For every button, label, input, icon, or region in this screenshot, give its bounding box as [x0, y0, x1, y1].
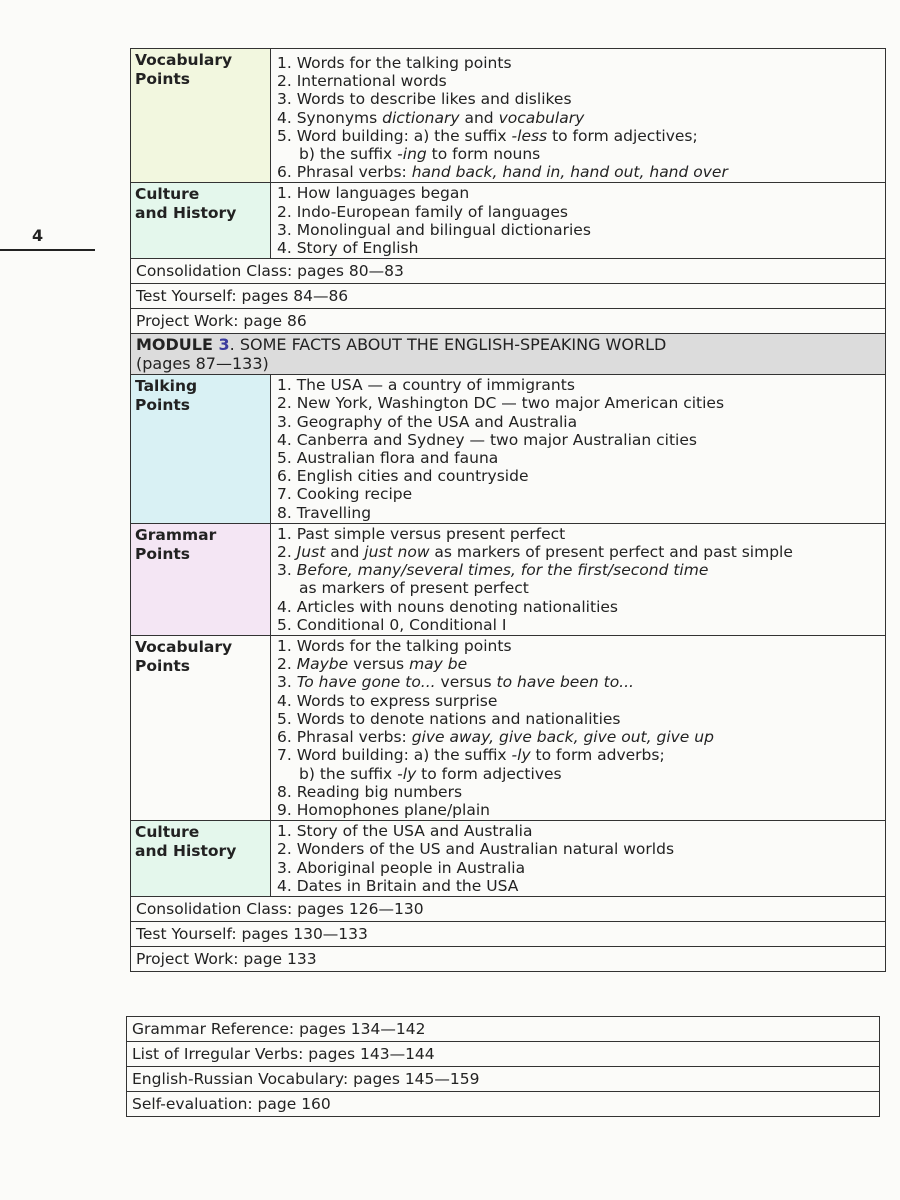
module-prefix: MODULE — [136, 335, 219, 355]
text-segment: 6. Phrasal verbs: — [277, 163, 412, 182]
list-item: 2. International words — [277, 72, 447, 91]
text-segment: to form adverbs; — [530, 746, 665, 765]
text-segment: 2. — [277, 543, 297, 562]
list-item — [277, 746, 879, 764]
list-item: 4. Words to express surprise — [277, 691, 498, 710]
appendix-vocabulary: English-Russian Vocabulary: pages 145—159 — [127, 1067, 879, 1092]
italic-term: may be — [409, 655, 468, 674]
italic-term: to have been to... — [496, 673, 634, 692]
culture-history-row — [131, 183, 885, 259]
list-item — [277, 561, 879, 579]
grammar-points-label: Grammar Points — [131, 524, 271, 635]
text-segment: 5. Word building: a) the suffix — [277, 126, 512, 145]
text-segment: 3. — [277, 561, 297, 580]
list-item: 1. Words for the talking points — [277, 637, 512, 656]
text-segment: versus — [348, 655, 410, 674]
text-segment: to form adjectives — [416, 764, 562, 783]
vocabulary-points-label: Vocabulary Points — [131, 49, 271, 182]
page-number: 4 — [32, 226, 44, 245]
module-pages: (pages 87—133) — [136, 354, 269, 374]
module3-culture-row — [131, 821, 885, 897]
module-title: . SOME FACTS ABOUT THE ENGLISH-SPEAKING WORLD — [229, 335, 667, 355]
italic-term: To have gone to... — [296, 673, 436, 692]
list-item: 1. Story of the USA and Australia — [277, 822, 533, 841]
list-item: 2. Indo-European family of languages — [277, 202, 568, 221]
list-item — [277, 579, 879, 597]
grammar-points-list — [271, 524, 885, 635]
list-item — [277, 673, 879, 691]
italic-term: Just — [296, 543, 326, 562]
list-item — [277, 655, 879, 673]
appendix-grammar-reference: Grammar Reference: pages 134—142 — [127, 1017, 879, 1042]
text-segment: versus — [435, 673, 497, 692]
vocabulary-points-row — [131, 49, 885, 183]
list-item: 3. Aboriginal people in Australia — [277, 858, 526, 877]
italic-term: -ly — [511, 746, 531, 765]
list-item: 1. Past simple versus present perfect — [277, 524, 566, 543]
list-item: 9. Homophones plane/plain — [277, 800, 490, 819]
text-segment: and — [459, 108, 499, 127]
module3-culture-list — [271, 821, 885, 896]
italic-term: hand back, hand in, hand out, hand over — [411, 163, 728, 182]
module3-culture-label: Culture and History — [131, 821, 271, 896]
appendix-self-evaluation: Self-evaluation: page 160 — [132, 1095, 331, 1113]
module3-vocabulary-list — [271, 636, 885, 820]
module3-vocabulary-label: Vocabulary Points — [131, 636, 271, 820]
list-item: 3. Words to describe likes and dislikes — [277, 90, 572, 109]
culture-history-list — [271, 183, 885, 258]
list-item: 3. Geography of the USA and Australia — [277, 412, 578, 431]
list-item: 4. Canberra and Sydney — two major Australian cities — [277, 430, 697, 449]
text-segment: and — [325, 543, 365, 562]
text-segment: as markers of present perfect and past simple — [429, 543, 793, 562]
italic-term: -ing — [397, 145, 427, 164]
test-yourself: Test Yourself: pages 84—86 — [131, 284, 885, 309]
list-item — [277, 765, 879, 783]
list-item: 1. Words for the talking points — [277, 54, 512, 72]
grammar-points-row — [131, 524, 885, 636]
text-segment: 3. — [277, 673, 297, 692]
list-item: 8. Reading big numbers — [277, 782, 463, 801]
text-segment: 7. Word building: a) the suffix — [277, 746, 512, 765]
module-number: 3 — [218, 335, 230, 355]
text-segment: to form adjectives; — [547, 126, 698, 145]
list-item: 4. Articles with nouns denoting nationalities — [277, 597, 618, 616]
list-item: 2. New York, Washington DC — two major American cities — [277, 394, 725, 413]
list-item: 3. Monolingual and bilingual dictionaries — [277, 220, 591, 239]
italic-term: Maybe — [296, 655, 349, 674]
list-item: 1. The USA — a country of immigrants — [277, 376, 575, 395]
list-item — [277, 145, 879, 163]
appendix-table — [126, 1016, 880, 1117]
text-segment: 6. Phrasal verbs: — [277, 728, 412, 747]
list-item: 5. Conditional 0, Conditional I — [277, 615, 507, 634]
list-item — [277, 127, 879, 145]
module3-header — [131, 334, 885, 375]
list-item: 6. English cities and countryside — [277, 467, 529, 486]
italic-term: give away, give back, give out, give up — [411, 728, 714, 747]
list-item: 4. Story of English — [277, 239, 419, 258]
list-item: 4. Dates in Britain and the USA — [277, 876, 519, 895]
module3-project-work: Project Work: page 133 — [136, 949, 317, 968]
talking-points-list — [271, 375, 885, 523]
page-number-rule — [0, 249, 95, 251]
list-item — [277, 728, 879, 746]
project-work: Project Work: page 86 — [131, 309, 885, 334]
vocabulary-points-list — [271, 49, 885, 182]
text-segment: b) the suffix — [299, 145, 398, 164]
module3-test-yourself: Test Yourself: pages 130—133 — [131, 922, 885, 947]
italic-term: -less — [511, 126, 548, 145]
italic-term: -ly — [397, 764, 417, 783]
talking-points-row — [131, 375, 885, 524]
list-item: 1. How languages began — [277, 184, 470, 203]
culture-history-label: Culture and History — [131, 183, 271, 258]
text-segment: as markers of present perfect — [299, 579, 529, 598]
consolidation-class: Consolidation Class: pages 80—83 — [131, 259, 885, 284]
list-item: 7. Cooking recipe — [277, 485, 413, 504]
list-item — [277, 543, 879, 561]
list-item: 8. Travelling — [277, 503, 372, 522]
list-item: 5. Words to denote nations and nationalities — [277, 709, 621, 728]
text-segment: to form nouns — [426, 145, 541, 164]
italic-term: vocabulary — [498, 108, 585, 127]
text-segment: b) the suffix — [299, 764, 398, 783]
italic-term: dictionary — [382, 108, 460, 127]
text-segment: 2. — [277, 655, 297, 674]
italic-term: just now — [364, 543, 430, 562]
module3-consolidation: Consolidation Class: pages 126—130 — [131, 897, 885, 922]
talking-points-label: Talking Points — [131, 375, 271, 523]
list-item: 2. Wonders of the US and Australian natural worlds — [277, 840, 675, 859]
italic-term: Before, many/several times, for the first/second time — [296, 561, 709, 580]
list-item — [277, 109, 879, 127]
list-item — [277, 163, 879, 181]
list-item: 5. Australian flora and fauna — [277, 449, 499, 468]
module3-vocabulary-row — [131, 636, 885, 821]
module2-tail-table — [130, 48, 886, 972]
text-segment: 4. Synonyms — [277, 108, 383, 127]
appendix-irregular-verbs: List of Irregular Verbs: pages 143—144 — [127, 1042, 879, 1067]
